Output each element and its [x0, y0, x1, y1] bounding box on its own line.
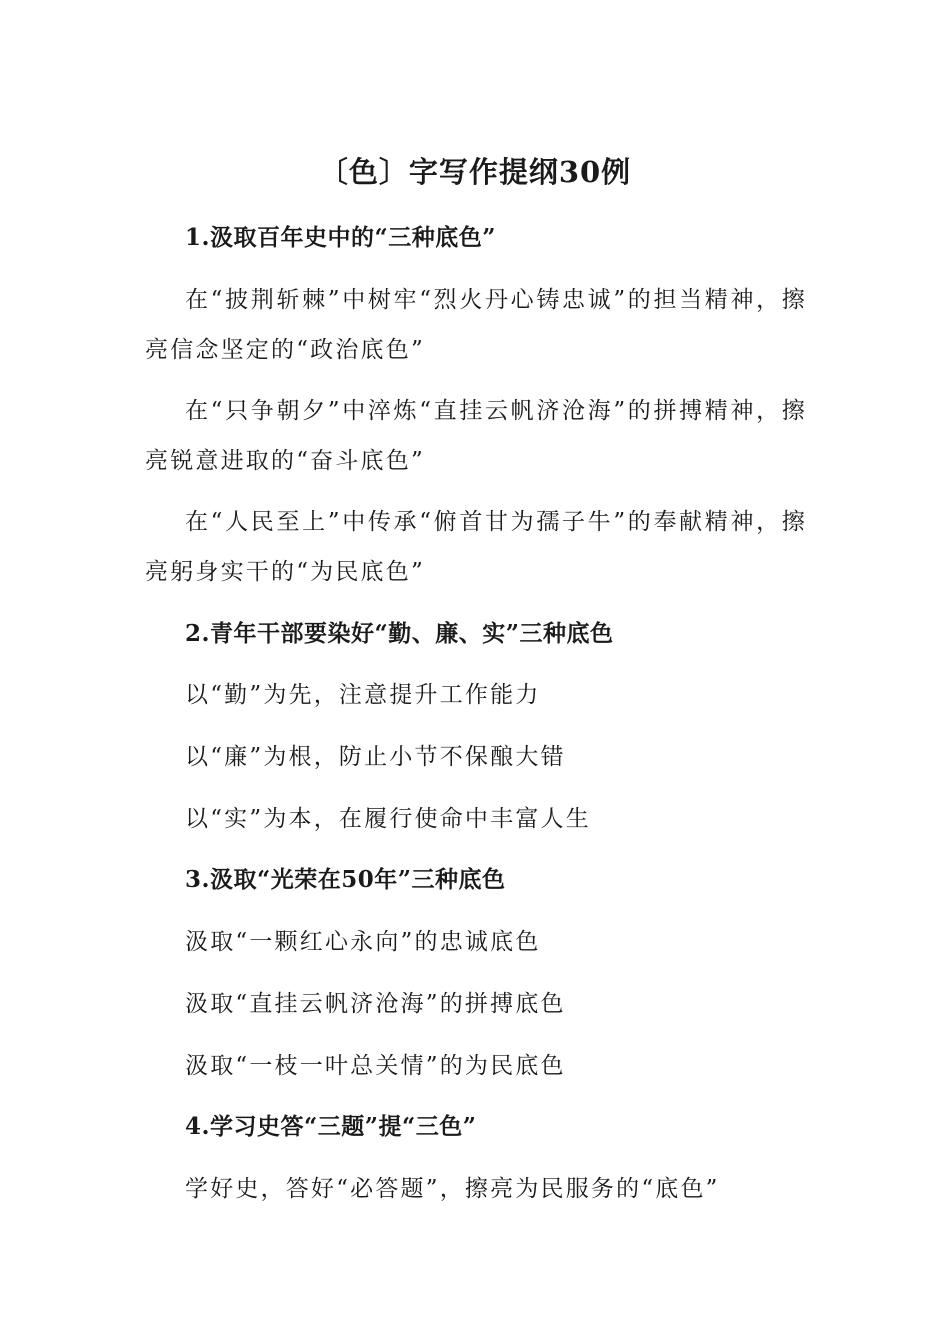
section-heading-1: 1.汲取百年史中的“三种底色”: [185, 224, 496, 251]
section-2-line-1: 以“勤”为先，注意提升工作能力: [185, 682, 541, 708]
section-4-line-1: 学好史，答好“必答题”，擦亮为民服务的“底色”: [185, 1176, 720, 1202]
document-title: 〔色〕字写作提纲30例: [318, 155, 632, 189]
section-2-line-3: 以“实”为本，在履行使命中丰富人生: [185, 806, 591, 832]
section-2-line-2: 以“廉”为根，防止小节不保酿大错: [185, 744, 566, 770]
section-heading-2: 2.青年干部要染好“勤、廉、实”三种底色: [185, 620, 614, 647]
section-3-line-2: 汲取“直挂云帆济沧海”的拼搏底色: [185, 991, 566, 1017]
section-3-line-3: 汲取“一枝一叶总关情”的为民底色: [185, 1053, 566, 1079]
section-heading-4: 4.学习史答“三题”提“三色”: [185, 1113, 477, 1140]
section-1-paragraph-2: 在“只争朝夕”中淬炼“直挂云帆济沧海”的拼搏精神，擦亮锐意进取的“奋斗底色”: [145, 398, 807, 474]
section-1-paragraph-1: 在“披荆斩棘”中树牢“烈火丹心铸忠诚”的担当精神，擦亮信念坚定的“政治底色”: [145, 287, 807, 363]
section-1-paragraph-3: 在“人民至上”中传承“俯首甘为孺子牛”的奉献精神，擦亮躬身实干的“为民底色”: [145, 509, 807, 585]
section-3-line-1: 汲取“一颗红心永向”的忠诚底色: [185, 929, 541, 955]
section-heading-3: 3.汲取“光荣在50年”三种底色: [185, 866, 506, 893]
